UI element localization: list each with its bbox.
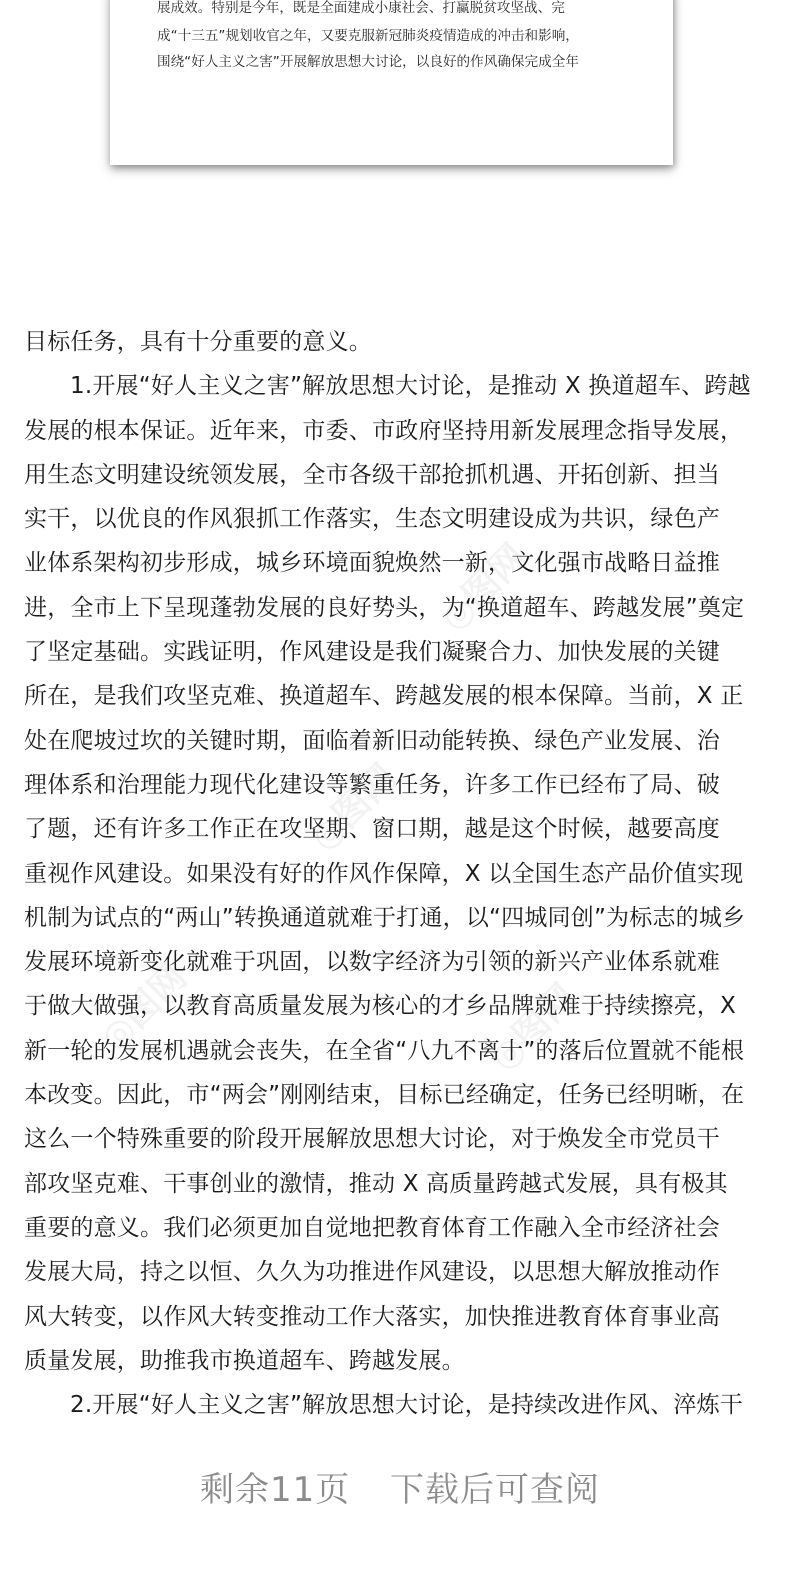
paragraph-line: 实干，以优良的作风狠抓工作落实，生态文明建设成为共识，绿色产 (24, 506, 720, 533)
paragraph-line: 新一轮的发展机遇就会丧失，在全省“八九不离十”的落后位置就不能根 (24, 1037, 745, 1064)
paragraph-line: 处在爬坡过坎的关键时期，面临着新旧动能转换、绿色产业发展、治 (24, 727, 720, 754)
paragraph-line: 目标任务，具有十分重要的意义。 (24, 329, 372, 355)
paragraph-line: 于做大做强，以教育高质量发展为核心的才乡品牌就难于持续擦亮，X (24, 993, 736, 1020)
paragraph-line: 了题，还有许多工作正在攻坚期、窗口期，越是这个时候，越要高度 (24, 816, 720, 843)
paragraph-line: 风大转变，以作风大转变推动工作大落实，加快推进教育体育事业高 (24, 1303, 720, 1330)
preview-card (110, 0, 673, 165)
paragraph-line: 了坚定基础。实践证明，作风建设是我们凝聚合力、加快发展的关键 (24, 639, 720, 666)
paragraph-line: 机制为试点的“两山”转换通道就难于打通，以“四城同创”为标志的城乡 (24, 904, 746, 931)
watermark-icon: ◎图网 (302, 756, 405, 859)
paragraph-line: 重视作风建设。如果没有好的作风作保障，X 以全国生态产品价值实现 (24, 860, 744, 887)
download-hint[interactable]: 下载后可查阅 (390, 1470, 601, 1510)
paragraph-line: 发展的根本保证。近年来，市委、市政府坚持用新发展理念指导发展， (24, 417, 744, 444)
paragraph-line: 重要的意义。我们必须更加自觉地把教育体育工作融入全市经济社会 (24, 1214, 720, 1241)
paragraph-line: 这么一个特殊重要的阶段开展解放思想大讨论，对于焕发全市党员干 (24, 1126, 720, 1153)
preview-line: 展成效。特别是今年，既是全面建成小康社会、打赢脱贫攻坚战、完 (157, 0, 565, 16)
paragraph-line: 质量发展，助推我市换道超车、跨越发展。 (24, 1347, 465, 1374)
paragraph-line: 发展大局，持之以恒、久久为功推进作风建设，以思想大解放推动作 (24, 1259, 720, 1286)
paragraph-line: 进，全市上下呈现蓬勃发展的良好势头，为“换道超车、跨越发展”奠定 (24, 594, 745, 621)
paragraph-line: 业体系架构初步形成，城乡环境面貌焕然一新，文化强市战略日益推 (24, 550, 720, 577)
watermark-icon: ◎图网 (482, 976, 585, 1079)
remaining-pages-count[interactable]: 剩余11页 (199, 1470, 351, 1510)
paragraph-line: 理体系和治理能力现代化建设等繁重任务，许多工作已经布了局、破 (24, 771, 720, 798)
preview-line: 成“十三五”规划收官之年，又要克服新冠肺炎疫情造成的冲击和影响， (157, 28, 579, 44)
remaining-pages-banner[interactable] (0, 1468, 800, 1512)
paragraph-line: 2.开展“好人主义之害”解放思想大讨论，是持续改进作风、淬炼干 (70, 1392, 743, 1419)
paragraph-line: 本改变。因此，市“两会”刚刚结束，目标已经确定，任务已经明晰，在 (24, 1082, 745, 1109)
paragraph-line: 部攻坚克难、干事创业的激情，推动 X 高质量跨越式发展，具有极其 (24, 1170, 728, 1197)
document-body (24, 320, 770, 1427)
paragraph-line: 用生态文明建设统领发展，全市各级干部抢抓机遇、开拓创新、担当 (24, 461, 720, 488)
paragraph-line: 发展环境新变化就难于巩固，以数字经济为引领的新兴产业体系就难 (24, 949, 720, 976)
paragraph-line: 所在，是我们攻坚克难、换道超车、跨越发展的根本保障。当前，X 正 (24, 683, 744, 710)
preview-line: 围绕“好人主义之害”开展解放思想大讨论，以良好的作风确保完成全年 (157, 54, 579, 70)
watermark-icon: ◎图网 (432, 536, 535, 639)
watermark-icon: ◎图网 (92, 956, 195, 1059)
paragraph-line: 1.开展“好人主义之害”解放思想大讨论，是推动 X 换道超车、跨越 (70, 373, 751, 400)
